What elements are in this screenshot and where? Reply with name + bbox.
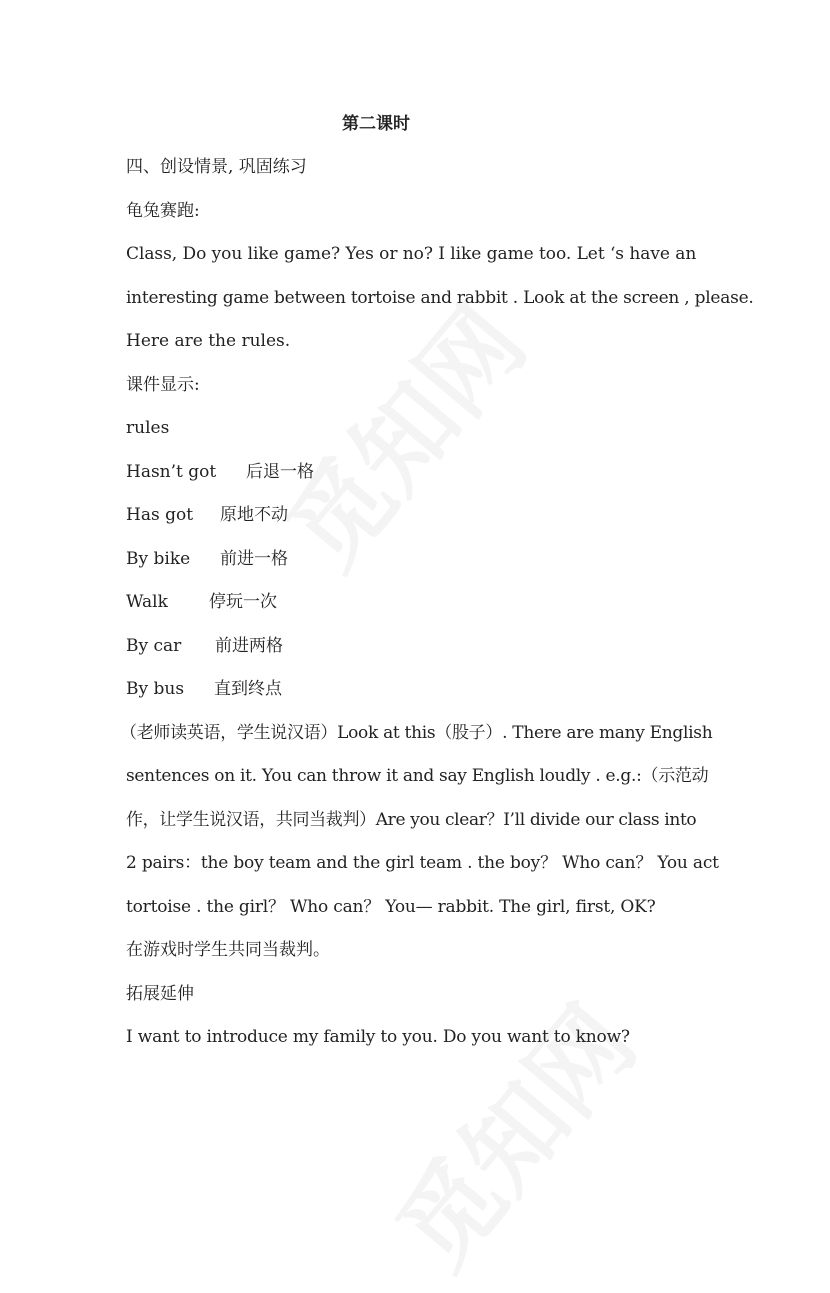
rule-english: Has got <box>126 505 194 525</box>
rule-chinese: 停玩一次 <box>209 592 277 612</box>
intro-line: Class, Do you like game? Yes or no? I like game too. Let ‘s have an <box>126 244 697 264</box>
page-title: 第二课时 <box>342 114 410 134</box>
rule-english: By bike <box>126 549 191 569</box>
rule-english: By bus <box>126 679 185 699</box>
explanation-line: sentences on it. You can throw it and say English loudly . e.g.:（示范动 <box>126 766 709 786</box>
section-heading: 四、创设情景, 巩固练习 <box>126 157 307 177</box>
rule-chinese: 原地不动 <box>220 505 288 525</box>
rule-chinese: 后退一格 <box>246 462 314 482</box>
rule-chinese: 前进两格 <box>215 636 283 656</box>
rule-english: Walk <box>126 592 168 612</box>
explanation-line: 2 pairs：the boy team and the girl team . the boy？ Who can？ You act <box>126 853 719 873</box>
rule-english: Hasn’t got <box>126 462 217 482</box>
explanation-line: 作，让学生说汉语，共同当裁判）Are you clear？I’ll divide our class into <box>126 810 697 830</box>
judge-note: 在游戏时学生共同当裁判。 <box>126 940 330 960</box>
rules-label: rules <box>126 418 170 438</box>
extension-line: I want to introduce my family to you. Do you want to know? <box>126 1027 630 1047</box>
courseware-label: 课件显示: <box>126 375 200 395</box>
rule-chinese: 直到终点 <box>214 679 282 699</box>
rule-chinese: 前进一格 <box>220 549 288 569</box>
game-name: 龟兔赛跑: <box>126 201 200 221</box>
watermark <box>358 971 661 1293</box>
watermark <box>248 271 551 593</box>
explanation-line: （老师读英语，学生说汉语）Look at this（股子）. There are many English <box>120 723 713 743</box>
rule-english: By car <box>126 636 182 656</box>
intro-line: Here are the rules. <box>126 331 291 351</box>
explanation-line: tortoise . the girl？ Who can？ You— rabbit. The girl, first, OK? <box>126 897 656 917</box>
extension-heading: 拓展延伸 <box>126 984 194 1004</box>
intro-line: interesting game between tortoise and rabbit . Look at the screen , please. <box>126 288 754 308</box>
